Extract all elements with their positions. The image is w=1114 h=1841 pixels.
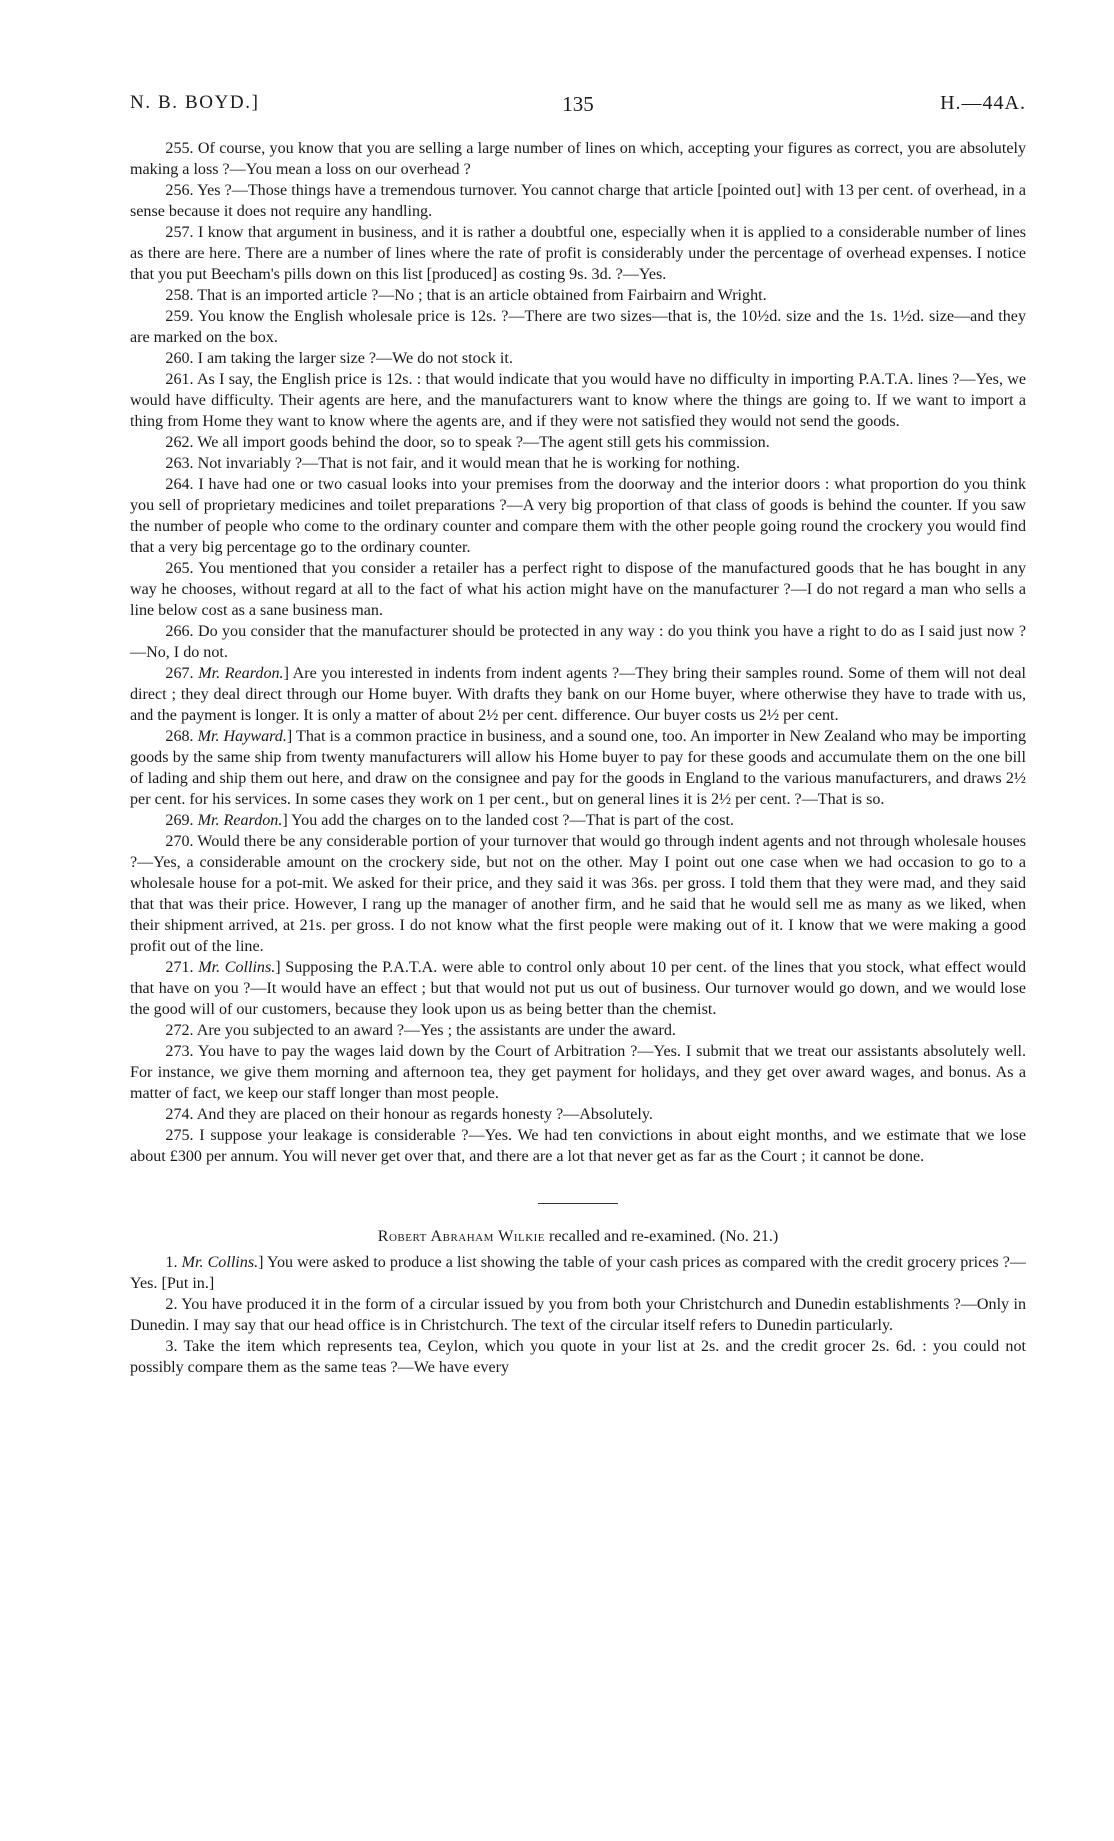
question-paragraph <box>130 1336 1026 1378</box>
examiner-name: Mr. Hayward. <box>197 728 287 745</box>
paragraph-text: ] Supposing the P.A.T.A. were able to control only about 10 per cent. of the lines that you stock, what effect would that have on you ?—It would have an effect ; but that would not put us out of business. Our turnover would go down, and we would lose the good will of our customers, because they look upon us as being better than the chemist. <box>130 959 1027 1018</box>
paragraph-text: ] That is a common practice in business, and a sound one, too. An importer in New Zealand who may be importing goods by the same ship from twenty manufacturers will allow his Home buyer to pay for these goods and accumulate them on the one bill of lading and ship them out here, and draw on the consignee and pay for the goods in England to the various manufacturers, and draws 2½ per cent. for his services. In some cases they work on 1 per cent., but on general lines it is 2½ per cent. ?—That is so. <box>130 728 1027 808</box>
section-divider <box>538 1203 618 1204</box>
question-paragraph <box>130 1125 1026 1167</box>
testimony-body <box>130 138 1026 1167</box>
question-paragraph <box>130 810 1026 831</box>
witness-heading <box>130 1228 1026 1246</box>
paragraph-text: 261. As I say, the English price is 12s. : that would indicate that you would have no difficulty in importing P.A.T.A. lines ?—Yes, we would have difficulty. Their agents are here, and the manufacturers want to know where the things are going to. If we want to import a thing from Home they want to know where the agents are, and if they were not satisfied they would not send the goods. <box>130 371 1026 430</box>
paragraph-text: 262. We all import goods behind the door, so to speak ?—The agent still gets his commission. <box>165 434 770 451</box>
question-paragraph <box>130 621 1026 663</box>
question-paragraph <box>130 1020 1026 1041</box>
question-paragraph <box>130 222 1026 285</box>
witness-name: Robert Abraham Wilkie <box>377 1228 546 1245</box>
paragraph-text: 2. You have produced it in the form of a circular issued by you from both your Christchurch and Dunedin establishments ?—Only in Dunedin. I may say that our head office is in Christchurch. The text of the circular itself refers to Dunedin particularly. <box>130 1296 1026 1334</box>
question-paragraph <box>130 474 1026 558</box>
paragraph-text: 260. I am taking the larger size ?—We do not stock it. <box>165 350 513 367</box>
question-paragraph <box>130 138 1026 180</box>
question-paragraph <box>130 432 1026 453</box>
paragraph-text: ] Are you interested in indents from indent agents ?—They bring their samples round. Some of them will not deal direct ; they deal direct through our Home buyer. With drafts they bank on our Home buyer, where otherwise they have to trade with us, and the payment is longer. It is only a matter of about 2½ per cent. difference. Our buyer costs us 2½ per cent. <box>130 665 1026 724</box>
question-paragraph <box>130 831 1026 957</box>
question-paragraph <box>130 1041 1026 1104</box>
paragraph-text: 258. That is an imported article ?—No ; that is an article obtained from Fairbairn and Wright. <box>165 287 767 304</box>
witness-heading-rest: recalled and re-examined. (No. 21.) <box>545 1228 779 1245</box>
question-paragraph <box>130 663 1026 726</box>
paragraph-text: 266. Do you consider that the manufacturer should be protected in any way : do you think you have a right to do as I said just now ?—No, I do not. <box>130 623 1026 661</box>
examiner-name: Mr. Collins. <box>181 1254 259 1271</box>
paragraph-text: 273. You have to pay the wages laid down by the Court of Arbitration ?—Yes. I submit that we treat our assistants absolutely well. For instance, we give them morning and afternoon tea, they get payment for holidays, and they get over award wages, and bonus. As a matter of fact, we keep our staff longer than most people. <box>130 1043 1026 1102</box>
question-paragraph <box>130 1294 1026 1336</box>
paragraph-text: 264. I have had one or two casual looks into your premises from the doorway and the interior doors : what proportion do you think you sell of proprietary medicines and toilet preparations ?—A very big proportion of that class of goods is behind the counter. If you saw the number of people who come to the ordinary counter and compare them with the other people going round the crockery you would find that a very big percentage go to the ordinary counter. <box>130 476 1026 556</box>
question-paragraph <box>130 180 1026 222</box>
paragraph-text: ] You add the charges on to the landed cost ?—That is part of the cost. <box>282 812 734 829</box>
examiner-name: Mr. Collins. <box>198 959 276 976</box>
paragraph-text: 272. Are you subjected to an award ?—Yes ; the assistants are under the award. <box>165 1022 676 1039</box>
examiner-name: Mr. Reardon. <box>197 812 283 829</box>
question-paragraph <box>130 558 1026 621</box>
paragraph-text: 267. <box>165 665 199 682</box>
paragraph-text: 3. Take the item which represents tea, Ceylon, which you quote in your list at 2s. and the credit grocer 2s. 6d. : you could not possibly compare them as the same teas ?—We have every <box>130 1338 1026 1376</box>
paragraph-text: 269. <box>165 812 198 829</box>
paragraph-text: 255. Of course, you know that you are selling a large number of lines on which, accepting your figures as correct, you are absolutely making a loss ?—You mean a loss on our overhead ? <box>130 140 1026 178</box>
paragraph-text: 1. <box>165 1254 182 1271</box>
paragraph-text: 274. And they are placed on their honour as regards honesty ?—Absolutely. <box>165 1106 653 1123</box>
question-paragraph <box>130 348 1026 369</box>
paragraph-text: 265. You mentioned that you consider a retailer has a perfect right to dispose of the manufactured goods that he has bought in any way he chooses, without regard at all to the fact of what his action might have on the manufacturer ?—I do not regard a man who sells a line below cost as a sane business man. <box>130 560 1026 619</box>
question-paragraph <box>130 453 1026 474</box>
testimony-body-2 <box>130 1252 1026 1378</box>
page-number: 135 <box>562 92 594 116</box>
document-reference: H.—44A. <box>940 92 1026 114</box>
question-paragraph <box>130 1252 1026 1294</box>
question-paragraph <box>130 285 1026 306</box>
question-paragraph <box>130 369 1026 432</box>
question-paragraph <box>130 726 1026 810</box>
paragraph-text: 259. You know the English wholesale price is 12s. ?—There are two sizes—that is, the 10½d. size and the 1s. 1½d. size—and they are marked on the box. <box>130 308 1026 346</box>
paragraph-text: 257. I know that argument in business, and it is rather a doubtful one, especially when it is applied to a considerable number of lines as there are here. There are a number of lines where the rate of profit is considerably under the percentage of overhead expenses. I notice that you put Beecham's pills down on this list [produced] as costing 9s. 3d. ?—Yes. <box>130 224 1026 283</box>
paragraph-text: 270. Would there be any considerable portion of your turnover that would go through indent agents and not through wholesale houses ?—Yes, a considerable amount on the crockery side, but not on the other. May I point out one case when we had occasion to go to a wholesale house for a pot-mit. We asked for their price, and they said it was 36s. per gross. I told them that they were mad, and they said that that was their price. However, I rang up the manager of another firm, and he said that he would sell me as many as we liked, when their shipment arrived, at 21s. per gross. I do not know what the first people were making out of it. I know that we were making a good profit out of the line. <box>130 833 1026 955</box>
paragraph-text: 256. Yes ?—Those things have a tremendous turnover. You cannot charge that article [pointed out] with 13 per cent. of overhead, in a sense because it does not require any handling. <box>130 182 1026 220</box>
page-header <box>130 92 1026 132</box>
header-witness: N. B. BOYD.] <box>130 92 260 113</box>
paragraph-text: ] You were asked to produce a list showing the table of your cash prices as compared with the credit grocery prices ?—Yes. [Put in.] <box>130 1254 1027 1292</box>
question-paragraph <box>130 306 1026 348</box>
paragraph-text: 275. I suppose your leakage is considerable ?—Yes. We had ten convictions in about eight months, and we estimate that we lose about £300 per annum. You will never get over that, and there are a lot that never get as far as the Court ; it cannot be done. <box>130 1127 1026 1165</box>
paragraph-text: 271. <box>165 959 199 976</box>
examiner-name: Mr. Reardon. <box>198 665 284 682</box>
question-paragraph <box>130 1104 1026 1125</box>
question-paragraph <box>130 957 1026 1020</box>
paragraph-text: 263. Not invariably ?—That is not fair, and it would mean that he is working for nothing. <box>165 455 741 472</box>
paragraph-text: 268. <box>165 728 198 745</box>
